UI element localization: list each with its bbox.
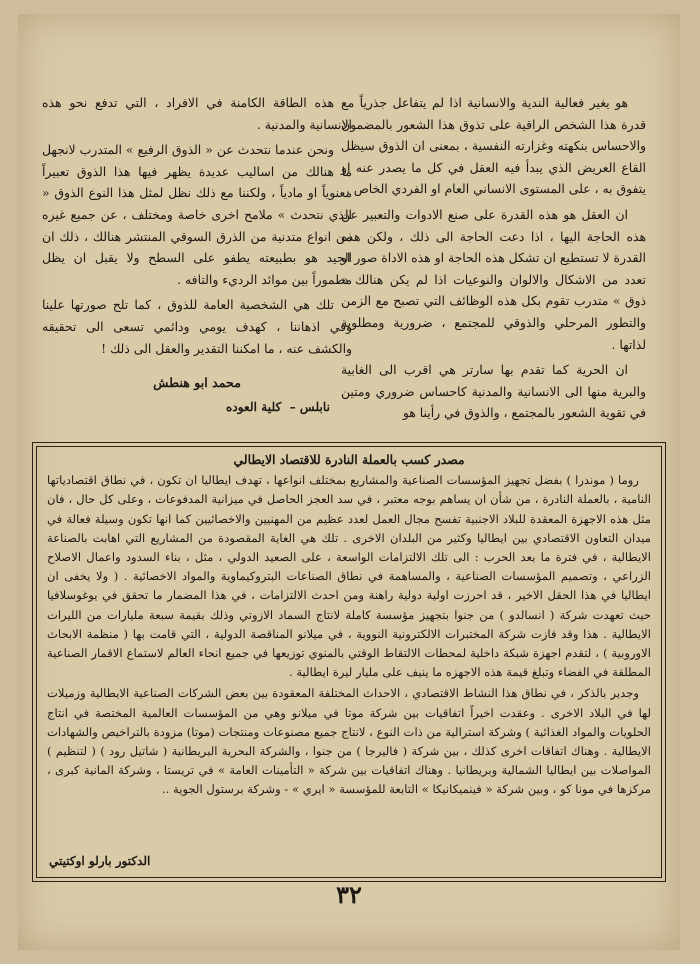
page-number: ٣٢ [336,880,362,909]
article-right-column [341,92,646,428]
article-paragraph: ونحن عندما نتحدث عن « الذوق الرفيع » المتدرب لانجهل ما هنالك من اساليب عديدة يظهر فيها هذا الذوق تعبيراً معنوياً او مادياً ، ولكننا مع ذلك نظل لمثل هذا النوع الذوق « الذي نتحدث » ملامح اخرى خاصة ومختلف ، عن جميع غيره من انواع متدنية من الذرق السوقي المنتشر هنالك ، ذلك ان الجيد هو بطبيعته يطفو على السطح ولا يقبل ان يظل مطموراً بين موائد الرديء والتافه . [42,142,352,287]
article-paragraph: هذه الطاقة الكامنة في الافراد ، التي تدفع نحو هذه الانسانية والمدنية . [42,95,352,132]
news-box-paragraph: روما ( موندرا ) بفضل تجهيز المؤسسات الصناعية والمشاريع بمختلف انواعها ، تهدف ايطاليا ان تكون ، في نطاق اقتصادياتها النامية ، بالعملة النادرة ، من شأن ان يساهم بوجه معتبر ، في سد العجز الحاصل في ميزانية المدفوعات ، وعلى كل حال ، فان مثل هذه الاجهزة المعقدة للبلاد الاجنبية تفسح مجال العمل لعدد عظيم من المهنيين والاخصائيين كما انها تكون وسيلة فعالة في ميدان التعاون الاقتصادي بين ايطاليا وكثير من البلدان الاخرى . تلك هي الغاية المقصودة من المشاريع التي اهابت بالصناعة الايطالية ، في فترة ما بعد الحرب : الى تلك الالتزامات الواسعة ، على الصعيد الدولي ، مثل ، بناء السدود واعمال الاصلاح الزراعي ، وتصميم المؤسسات الصناعية ، والمساهمة في نطاق الصناعات البتروكيماوية والمواد الاخصائية . ( ولا يخفى ان ايطاليا في هذا الحقل الاخير ، قد احرزت اولية دولية راهنة ومن احدث الالتزامات ، في هذا المضمار ما تحقق في يوغوسلافيا حيث تعهدت شركة ( انسالدو ) من جنوا بتجهيز مؤسسة كاملة لانتاج السماد الازوتي وذلك بقيمة سبعة مليارات من الليرات الايطالية . هذا وقد فازت شركة المختبرات الالكترونية النووية ، في ميلانو المناقصة الدولية ، التي قامت بها ( منظمة الابحاث الاوروبية ) ، لتقدم اجهزة شبكة داخلية لمحطات الالتقاط الوقتي بالمنوي توزيعها في جميع انحاء العالم لاستماع الاقمار الصناعية المطلقة في الفضاء وتبلغ قيمة هذه الاجهزه ما ينيف على مليار ليرة ايطالية . [47,473,651,680]
article-paragraph: هو يغير فعالية الندية والانسانية اذا لم يتفاعل جذرياً مع قدرة هذا الشخص الراقية على تذوق هذا الشعور بالمضمون والاحساس بنكهته وغزارته النفسية ، بمعنى ان الذوق سيظل القاع العريض الذي يبدأ فيه العقل في كل ما يصدر عنه او يتفوق به ، على المستوى الانساني العام او الفردي الخاص . [341,95,646,197]
news-box-inner [36,446,662,878]
article-paragraph: ان الحرية كما تقدم بها سارتر هي اقرب الى الغابية والبرية منها الى الانسانية والمدنية كاحساس ضروري ومتين في تقوية الشعور بالمجتمع ، والذوق في رأينا هو [341,362,646,421]
news-box-title: مصدر كسب بالعملة النادرة للاقتصاد الايطالي [233,452,465,467]
article-paragraph: تلك هي الشخصية العامة للذوق ، كما تلح صورتها علينا وفي اذهاننا ، كهدف يومي ودائمي تسعى الى تحقيقه والكشف عنه ، ما امكننا التقدير والعقل الى ذلك ! [42,297,352,356]
magazine-page [18,14,680,950]
author-school: كلية العوده [225,400,282,415]
author-affiliation: نابلس – كلية العوده [225,400,330,415]
news-box-signature: الدكتور بارلو اوكتيتي [49,853,151,868]
article-left-column [42,92,352,419]
author-city: نابلس [299,400,330,415]
news-box-paragraph: وجدير بالذكر ، في نطاق هذا النشاط الاقتصادي ، الاحداث المختلفة المعقودة بين بعض الشركات الصناعية الايطالية وزميلات لها في البلاد الاخرى . وعقدت اخيراً اتفاقيات بين شركة موتا في ميلانو وهي من المؤسسات العالمية المختصة في انتاج الحلويات والمواد الغذائية ) وشركة استرالية من ذات النوع ، لانتاج جميع مصنوعات ومنتجات (موتا) مزودة بالتراخيص والشهادات الايطالية . وهناك اتفاقات اخرى كذلك ، بين شركة ( فاليرجا ) من جنوا ، والشركة البحرية البريطانية ( شاتيل رود ) ( لتنظيم ) المواصلات بين ايطاليا الشمالية وبريطانيا . وهناك اتفاقيات بين شركة « التأمينات العامة » في تريستا ، وشركة المانية كبرى ، مركزها في مونا كو ، وبين شركة « فينميكانيكا » التابعة للمؤسسة « ايري » - وشركة برستول الجوية .. [47,686,651,797]
article-paragraph: ان العقل هو هذه القدرة على صنع الادوات والتعبير عن هذه الحاجة اليها ، اذا دعت الحاجة الى ذلك ، ولكن هذه القدرة لا تستطيع ان تشكل هذه الحاجة او هذه الاداة صور او تعدد من الاشكال والالوان والنوعيات اذا لم يكن هنالك « ذوق » متدرب تقوم بكل هذه الوظائف التي تصبح مع الزمن والتطور المرحلي والذوقي للمجتمع ، ضرورية ومطلوبة لذاتها . [341,206,646,352]
news-box [32,442,666,882]
author-name: محمد ابو هنطش [153,375,241,391]
